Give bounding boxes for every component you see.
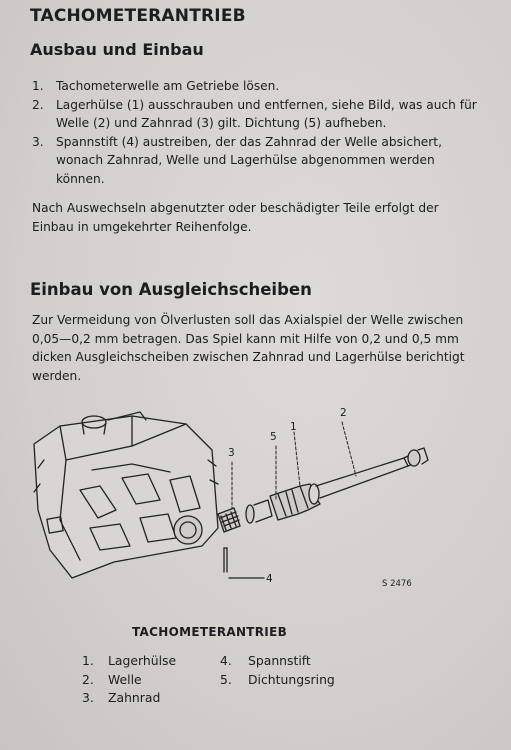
callout-3-label: 3 <box>228 447 235 459</box>
spring-pin-part <box>224 548 264 578</box>
list-item <box>82 652 176 671</box>
figure-code: S 2476 <box>382 579 412 589</box>
step-item <box>32 96 482 133</box>
step-item <box>32 133 482 189</box>
callout-2-label: 2 <box>340 407 347 419</box>
list-item <box>82 671 176 690</box>
section-heading-shims: Einbau von Ausgleichscheiben <box>30 280 312 299</box>
part-number: 4. <box>220 653 232 668</box>
reassembly-note: Nach Auswechseln abgenutzter oder beschädigter Teile erfolgt der Einbau in umgekehrter Reihenfolge. <box>32 201 439 234</box>
seal-ring-part <box>246 500 272 523</box>
bearing-sleeve-part <box>270 484 320 520</box>
callout-5-label: 5 <box>270 431 277 443</box>
part-number: 1. <box>82 653 94 668</box>
step-number: 3. <box>32 134 44 149</box>
page-title: TACHOMETERANTRIEB <box>30 6 246 26</box>
part-name: Zahnrad <box>108 690 161 705</box>
list-item <box>82 689 176 708</box>
list-item <box>220 671 335 690</box>
part-name: Lagerhülse <box>108 653 177 668</box>
part-name: Spannstift <box>248 653 311 668</box>
part-number: 5. <box>220 671 232 687</box>
step-text: Lagerhülse (1) ausschrauben und entfernen, siehe Bild, was auch für Welle (2) und Zahnrad (3) gilt. Dichtung (5) aufheben. <box>56 97 477 130</box>
callout-4-label: 4 <box>266 573 273 585</box>
callout-1-label: 1 <box>290 421 297 433</box>
removal-steps-list <box>32 77 482 188</box>
step-number: 2. <box>32 97 44 112</box>
gearbox-housing <box>34 412 218 578</box>
shims-paragraph: Zur Vermeidung von Ölverlusten soll das Axialspiel der Welle zwischen 0,05—0,2 mm betragen. Das Spiel kann mit Hilfe von 0,2 und 0,5 mm dicken Ausgleichscheiben zwischen Zahnrad und Lagerhülse berichtigt werden. <box>32 313 465 383</box>
part-name: Dichtungsring <box>248 671 335 687</box>
step-text: Spannstift (4) austreiben, der das Zahnrad der Welle absichert, wonach Zahnrad, Welle und Lagerhülse abgenommen werden können. <box>56 134 442 186</box>
parts-list-right <box>220 652 335 689</box>
gear-part <box>218 508 240 532</box>
figure-caption: TACHOMETERANTRIEB <box>132 625 288 639</box>
parts-list-left <box>82 652 176 708</box>
step-item <box>32 77 482 96</box>
shaft-part <box>316 448 428 498</box>
tachometer-drive-diagram <box>20 400 460 600</box>
part-number: 3. <box>82 690 94 705</box>
step-text: Tachometerwelle am Getriebe lösen. <box>56 79 280 93</box>
part-number: 2. <box>82 671 94 687</box>
list-item <box>220 652 335 671</box>
section-heading-removal: Ausbau und Einbau <box>30 40 204 59</box>
part-name: Welle <box>108 671 142 687</box>
step-number: 1. <box>32 79 44 93</box>
